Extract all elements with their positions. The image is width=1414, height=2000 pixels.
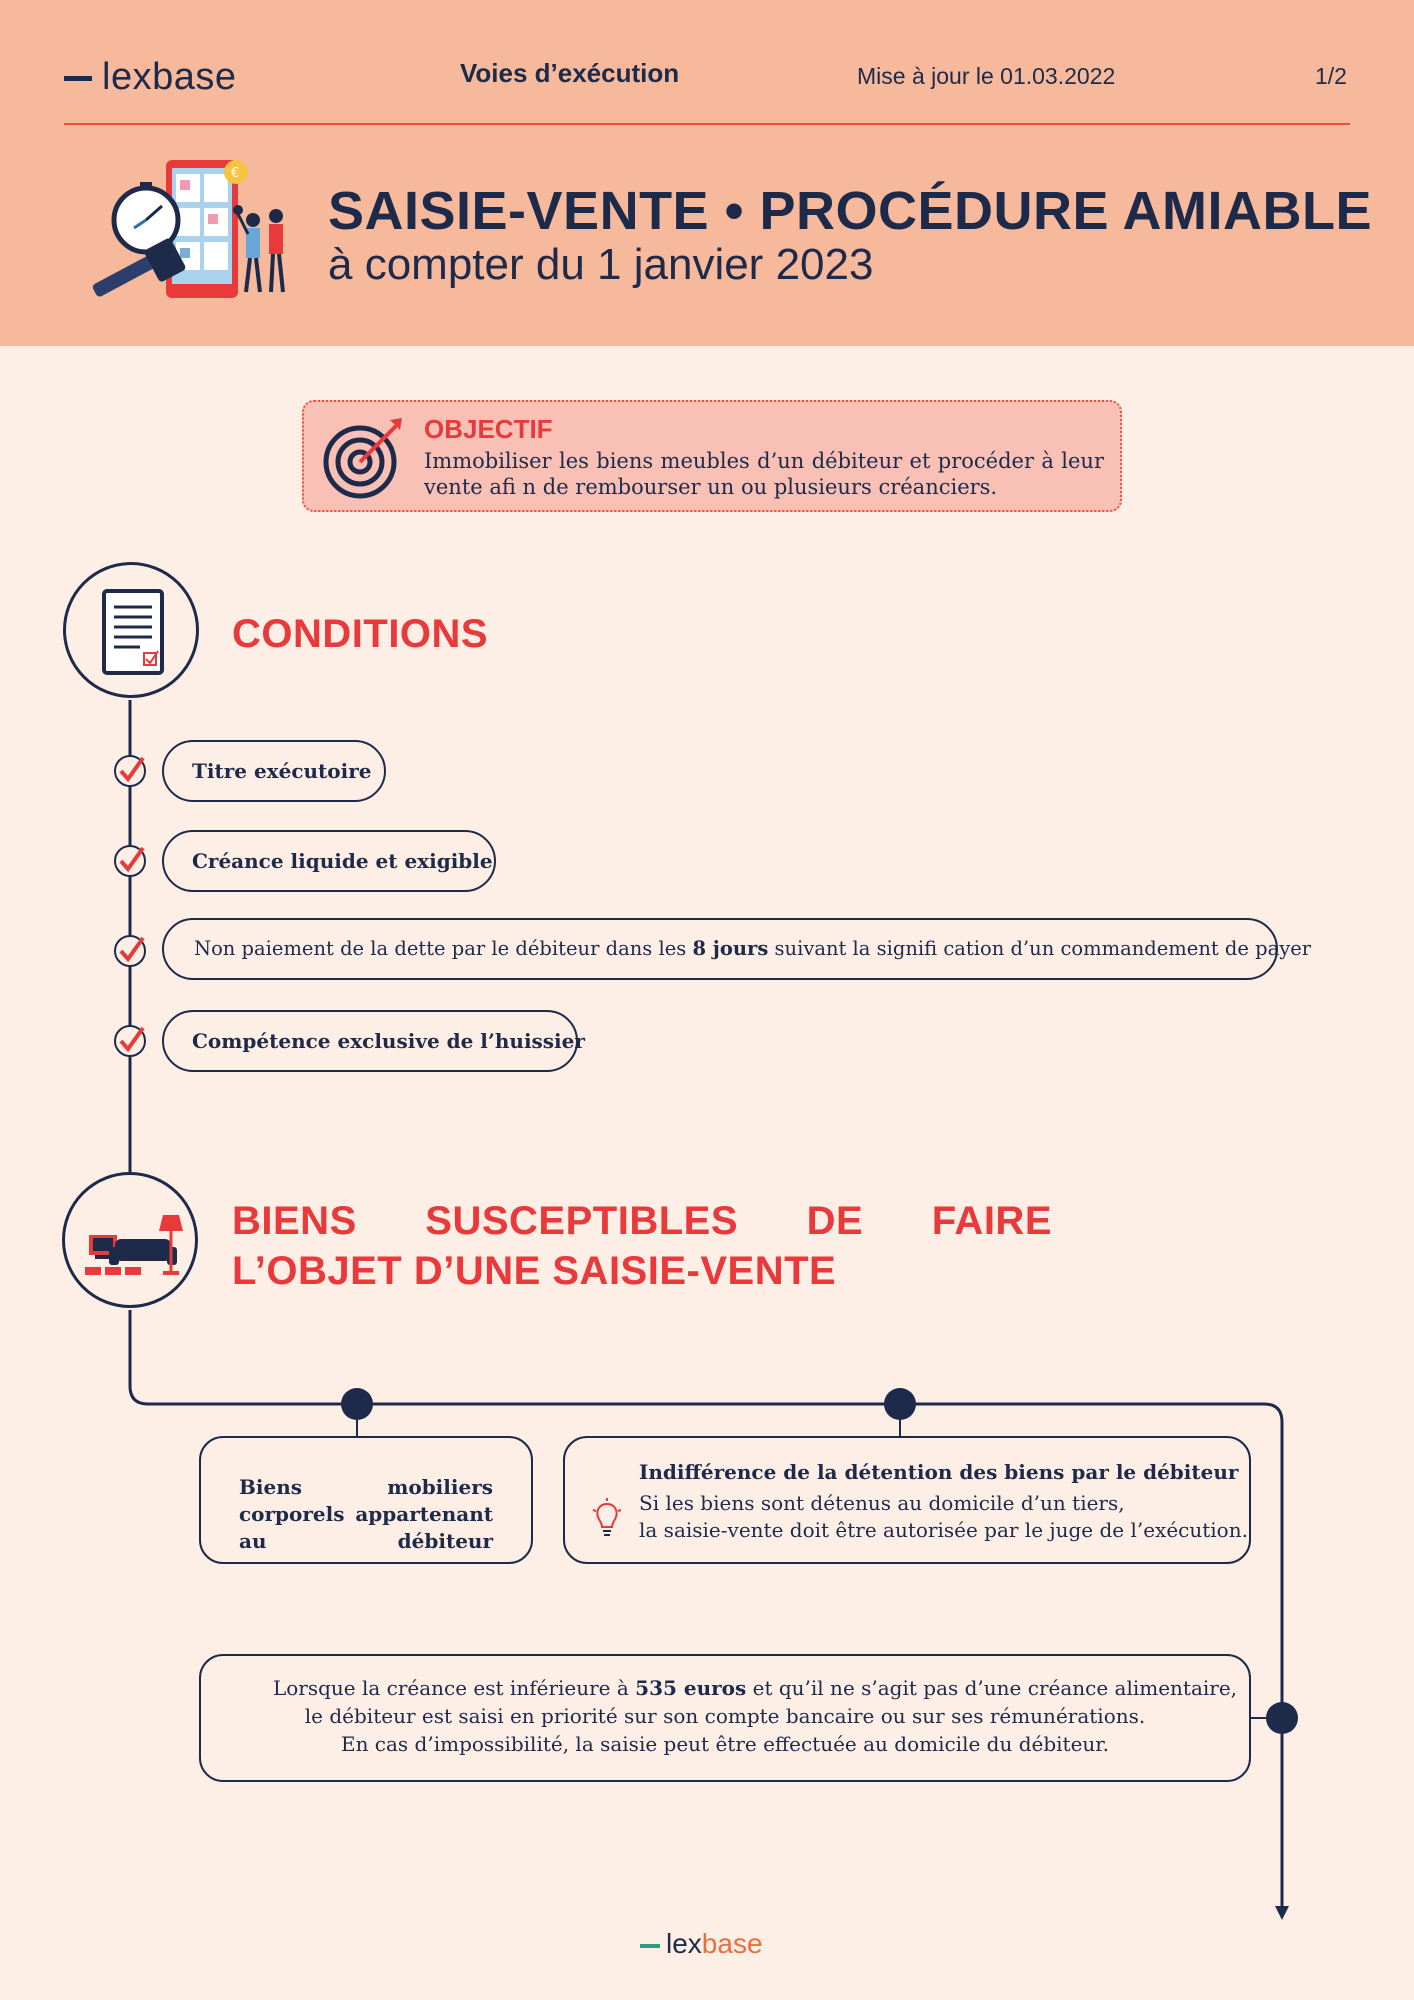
check-icon: [113, 754, 147, 788]
condition-pill: Créance liquide et exigible: [162, 830, 496, 892]
conditions-title: CONDITIONS: [232, 612, 489, 656]
page-title: SAISIE-VENTE • PROCÉDURE AMIABLE: [328, 181, 1373, 241]
lightbulb-icon: [591, 1498, 623, 1538]
page-number: 1/2: [1315, 63, 1347, 89]
document-checklist-icon: [66, 565, 202, 701]
header-divider: [64, 123, 1350, 125]
goods-box-detention-text: Si les biens sont détenus au domicile d’un tiers, la saisie-vente doit être autorisée par le juge de l’exécution.: [639, 1491, 1248, 1542]
goods-box-threshold-text: Lorsque la créance est inférieure à 535 euros et qu’il ne s’agit pas d’une créance alimentaire, le débiteur est saisi en priorité sur son compte bancaire ou sur ses rémunérations. En cas d’impossibilité, la saisie peut être effectuée au domicile du débiteur.: [272, 1676, 1238, 1756]
condition-pill: Titre exécutoire: [162, 740, 386, 802]
update-date: Mise à jour le 01.03.2022: [857, 63, 1116, 89]
page-subtitle: à compter du 1 janvier 2023: [328, 240, 874, 289]
junction-dot: [1266, 1702, 1298, 1734]
condition-pill: Compétence exclusive de l’huissier: [162, 1010, 578, 1072]
goods-box-corporels: [199, 1436, 533, 1564]
auction-illustration-icon: [88, 158, 288, 308]
goods-box-threshold: [199, 1654, 1251, 1782]
target-icon: [322, 416, 406, 500]
goods-box-corporels-text: Biens mobiliers corporels appartenant au débiteur: [239, 1475, 493, 1553]
topic-label: Voies d’exécution: [460, 58, 680, 88]
furniture-icon: [65, 1175, 201, 1311]
check-icon: [113, 844, 147, 878]
goods-box-detention: [563, 1436, 1251, 1564]
goods-box-detention-title: Indifférence de la détention des biens par le débiteur: [639, 1460, 1239, 1484]
condition-pill: Non paiement de la dette par le débiteur dans les 8 jours suivant la signifi cation d’un commandement de payer: [162, 918, 1278, 980]
objective-title: OBJECTIF: [424, 414, 553, 444]
objective-text: Immobiliser les biens meubles d’un débiteur et procéder à leur vente afi n de rembourser un ou plusieurs créanciers.: [424, 449, 1104, 499]
goods-title-line1: BIENS SUSCEPTIBLES DE FAIRE: [232, 1199, 1052, 1243]
svg-text:€: €: [231, 166, 240, 181]
check-icon: [113, 934, 147, 968]
check-icon: [113, 1024, 147, 1058]
junction-dot: [341, 1388, 373, 1420]
conditions-icon-circle: [63, 562, 199, 698]
goods-title-line2: L’OBJET D’UNE SAISIE-VENTE: [232, 1249, 837, 1293]
arrow-head: [1275, 1906, 1289, 1920]
junction-dot: [884, 1388, 916, 1420]
lexbase-logo: lexbase: [64, 56, 236, 99]
header-band: [0, 0, 1414, 346]
goods-icon-circle: [62, 1172, 198, 1308]
footer-logo: lexbase: [640, 1928, 763, 1960]
objective-box: [302, 400, 1122, 512]
goods-title: [232, 1196, 1052, 1296]
